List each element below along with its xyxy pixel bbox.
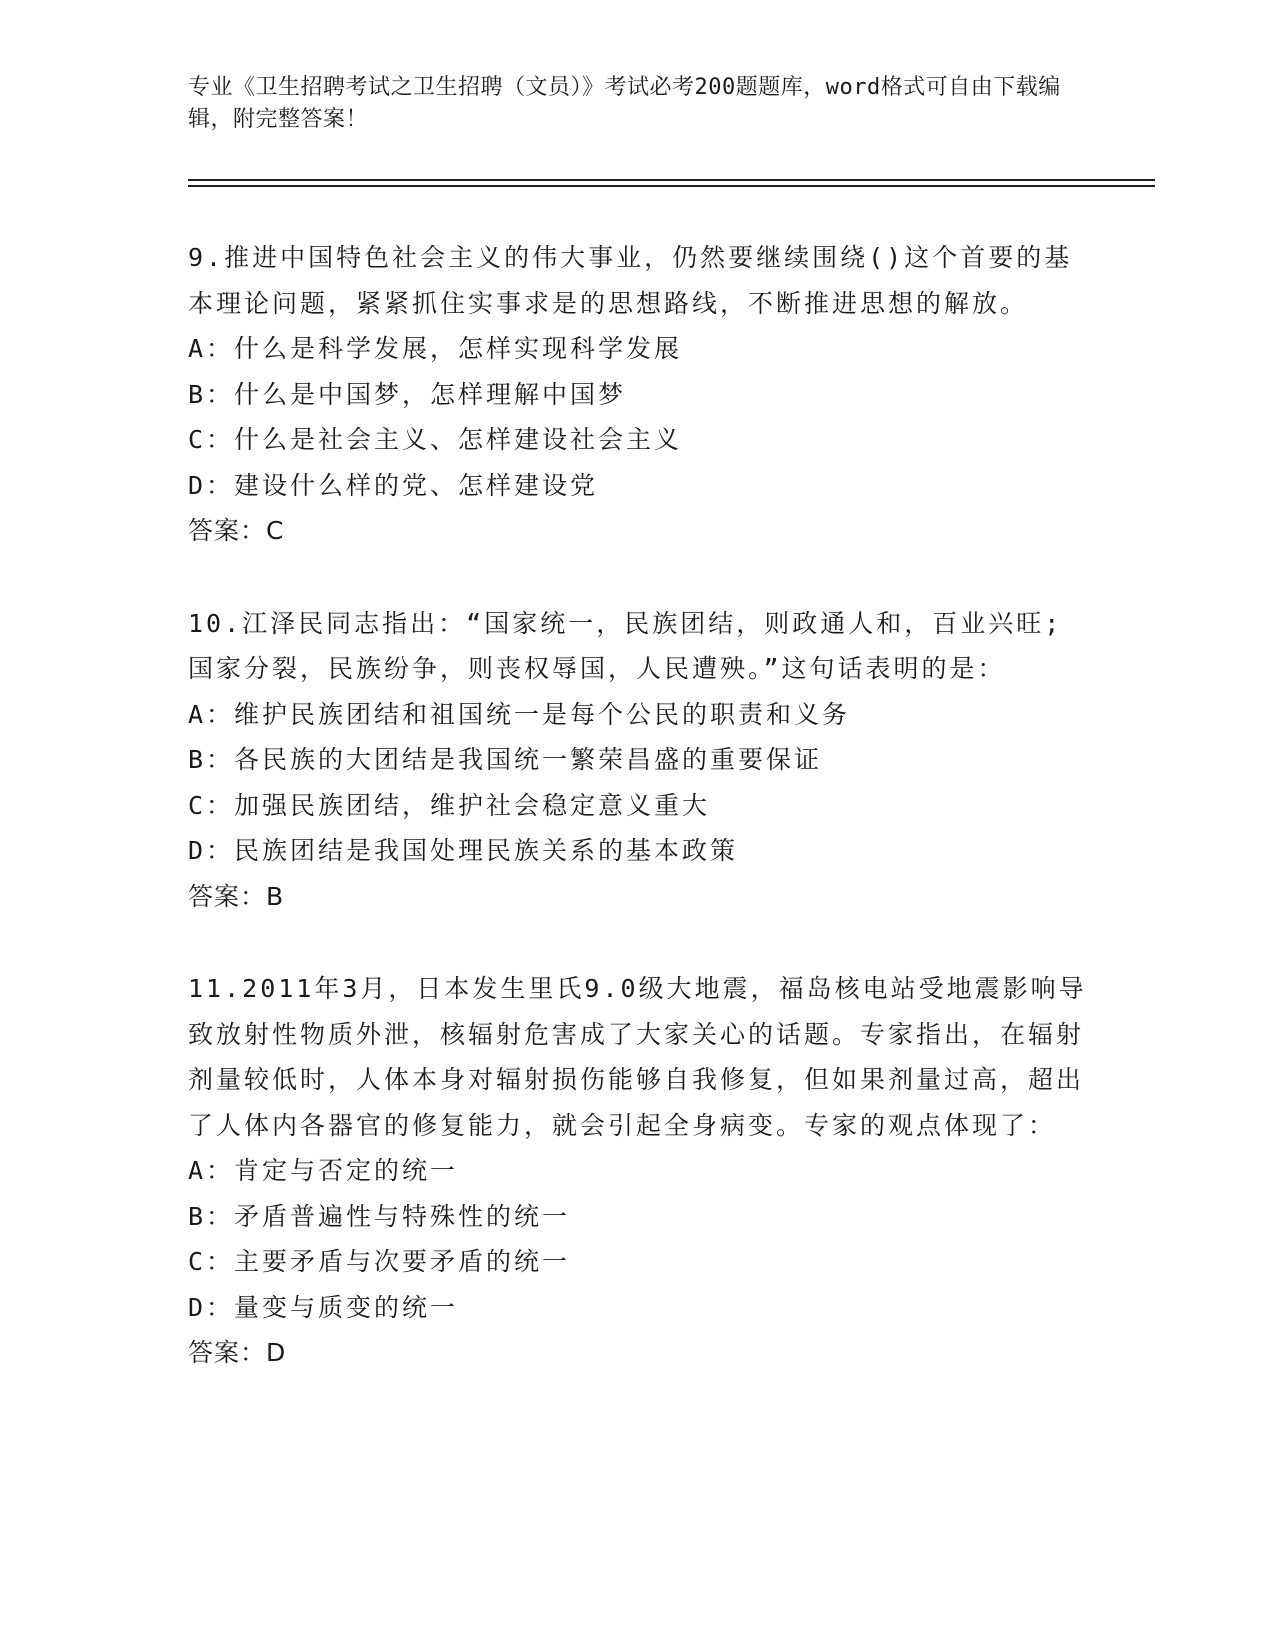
answer-label: 答案：D [188,1338,287,1367]
option-c: C：加强民族团结，维护社会稳定意义重大 [188,790,711,820]
option-a: A：维护民族团结和祖国统一是每个公民的职责和义务 [188,699,851,729]
question-spacer [188,554,1088,601]
question-list [188,235,1088,1376]
option-d: D：民族团结是我国处理民族关系的基本政策 [188,836,739,865]
option-c: C：主要矛盾与次要矛盾的统一 [188,1247,571,1276]
option-d: D：量变与质变的统一 [188,1292,459,1322]
answer-label: 答案：C [188,516,285,545]
option-b: B：各民族的大团结是我国统一繁荣昌盛的重要保证 [188,745,823,774]
document-header: 专业《卫生招聘考试之卫生招聘（文员）》考试必考200题题库，word格式可自由下载编辑，附完整答案！ [188,75,1061,132]
question-stem: 9.推进中国特色社会主义的伟大事业，仍然要继续围绕()这个首要的基本理论问题，紧紧抓住实事求是的思想路线，不断推进思想的解放。 [188,243,1073,318]
option-c: C：什么是社会主义、怎样建设社会主义 [188,425,683,454]
question-9 [188,235,1088,554]
option-a: A：什么是科学发展，怎样实现科学发展 [188,334,683,363]
option-b: B：什么是中国梦，怎样理解中国梦 [188,379,627,409]
header-divider-top [188,179,1155,181]
question-10 [188,601,1088,920]
question-stem: 10.江泽民同志指出：“国家统一，民族团结，则政通人和，百业兴旺;国家分裂，民族纷争，则丧权辱国，人民遭殃。”这句话表明的是： [188,608,1063,683]
option-b: B：矛盾普遍性与特殊性的统一 [188,1201,571,1231]
answer-label: 答案：B [188,881,285,911]
option-d: D：建设什么样的党、怎样建设党 [188,470,599,500]
header-divider-bottom [188,185,1155,187]
question-11 [188,966,1088,1376]
option-a: A：肯定与否定的统一 [188,1156,459,1185]
question-stem: 11.2011年3月，日本发生里氏9.0级大地震，福岛核电站受地震影响导致放射性物质外泄，核辐射危害成了大家关心的话题。专家指出，在辐射剂量较低时，人体本身对辐射损伤能够自我修复，但如果剂量过高，超出了人体内各器官的修复能力，就会引起全身病变。专家的观点体现了： [188,974,1087,1140]
question-spacer [188,919,1088,966]
